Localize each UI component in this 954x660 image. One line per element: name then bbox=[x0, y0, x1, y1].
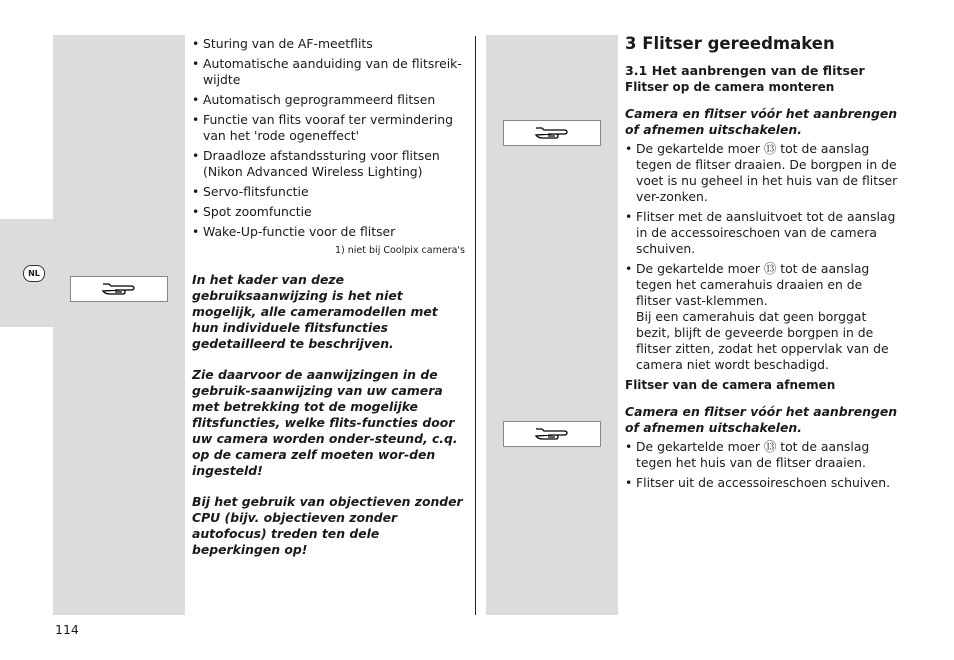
section-heading: Flitser van de camera afnemen bbox=[625, 378, 836, 392]
feature-list bbox=[192, 36, 465, 240]
note-paragraph: Camera en flitser vóór het aanbrengen of afnemen uitschakelen. bbox=[625, 106, 898, 137]
instruction-list bbox=[625, 439, 900, 491]
list-item: • Spot zoomfunctie bbox=[192, 204, 465, 220]
note-paragraph: In het kader van deze gebruiksaanwijzing is het niet mogelijk, alle cameramodellen met hun individuele flitsfuncties gedetailleerd te beschrijven. bbox=[192, 272, 438, 351]
note-paragraph: Camera en flitser vóór het aanbrengen of afnemen uitschakelen. bbox=[625, 404, 898, 435]
footnote: 1) niet bij Coolpix camera's bbox=[335, 245, 465, 256]
instruction-list bbox=[625, 141, 900, 309]
section-heading: Flitser op de camera monteren bbox=[625, 80, 835, 94]
list-item: • Sturing van de AF-meetflits bbox=[192, 36, 465, 52]
language-badge: NL bbox=[23, 265, 45, 282]
page-title: 3 Flitser gereedmaken bbox=[625, 34, 835, 53]
note-hand-box bbox=[503, 120, 601, 146]
note-paragraph: Bij het gebruik van objectieven zonder CPU (bijv. objectieven zonder autofocus) treden ten dele beperkingen op! bbox=[192, 494, 463, 557]
left-column bbox=[192, 36, 465, 573]
note-hand-box bbox=[503, 421, 601, 447]
note-paragraph: Zie daarvoor de aanwijzingen in de gebruik-saanwijzing van uw camera met betrekking tot de mogelijke flitsfuncties, welke flits-functies door uw camera worden onder-steund, c.q. op de camera zelf moeten wor-den ingesteld! bbox=[192, 367, 458, 478]
pointing-hand-icon bbox=[534, 125, 570, 141]
column-divider bbox=[475, 36, 476, 615]
right-column bbox=[625, 36, 900, 495]
list-item: • Flitser met de aansluitvoet tot de aanslag in de accessoireschoen van de camera schuiven. bbox=[625, 209, 900, 257]
extra-paragraph: Bij een camerahuis dat geen borggat bezit, blijft de geveerde borgpen in de flitser zitten, zodat het oppervlak van de camera niet wordt beschadigd. bbox=[636, 309, 889, 372]
list-item: • Functie van flits vooraf ter vermindering van het 'rode ogeneffect' bbox=[192, 112, 465, 144]
pointing-hand-icon bbox=[101, 281, 137, 297]
section-subtitle: 3.1 Het aanbrengen van de flitser bbox=[625, 63, 865, 78]
list-item: • Draadloze afstandssturing voor flitsen (Nikon Advanced Wireless Lighting) bbox=[192, 148, 465, 180]
list-item: • Automatisch geprogrammeerd flitsen bbox=[192, 92, 465, 108]
list-item: • Automatische aanduiding van de flitsreik-wijdte bbox=[192, 56, 465, 88]
pointing-hand-icon bbox=[534, 426, 570, 442]
list-item: • De gekartelde moer ⑬ tot de aanslag tegen de flitser draaien. De borgpen in de voet is nu geheel in het huis van de flitser ver-zonken. bbox=[625, 141, 900, 205]
list-item: • Flitser uit de accessoireschoen schuiven. bbox=[625, 475, 900, 491]
list-item: • De gekartelde moer ⑬ tot de aanslag tegen het huis van de flitser draaien. bbox=[625, 439, 900, 471]
list-item: • Wake-Up-functie voor de flitser bbox=[192, 224, 465, 240]
list-item: • Servo-flitsfunctie bbox=[192, 184, 465, 200]
list-item: • De gekartelde moer ⑬ tot de aanslag tegen het camerahuis draaien en de flitser vast-klemmen. bbox=[625, 261, 900, 309]
page-number: 114 bbox=[55, 622, 79, 637]
left-margin-panel bbox=[53, 35, 185, 615]
note-hand-box bbox=[70, 276, 168, 302]
